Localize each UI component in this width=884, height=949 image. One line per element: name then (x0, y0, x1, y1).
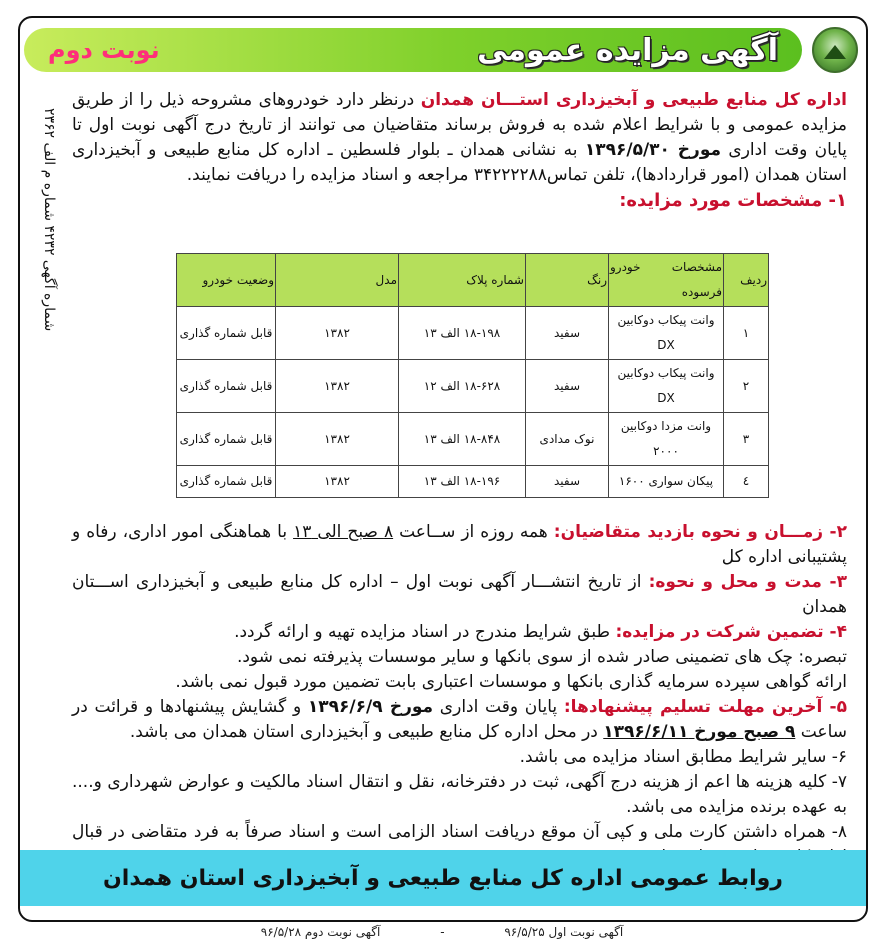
org-name: اداره کل منابع طبیعی و آبخیزداری استـــان همدان (420, 90, 847, 110)
intro-text-2: به نشانی همدان ـ بلوار فلسطین ـ اداره کل منابع طبیعی و آبخیزداری استان همدان (امور قراردادها)، تلفن تماس۳۴۲۲۲۲۸۸ مراجعه و اسناد مزایده را دریافت نمایند. (72, 140, 847, 185)
cell-color: نوک مدادی (526, 413, 609, 466)
cell-row-number: ۲ (724, 360, 769, 413)
section5-text-3: در محل اداره کل منابع طبیعی و آبخیزداری استان همدان می باشد. (129, 722, 604, 742)
table-header-row (177, 254, 769, 307)
cell-status: قابل شماره گذاری (177, 466, 276, 498)
cell-plate: ۱۸-۶۲۸ الف ۱۲ (399, 360, 526, 413)
section1-title: ۱- مشخصات مورد مزایده: (619, 190, 847, 211)
cell-plate: ۱۸-۸۴۸ الف ۱۳ (399, 413, 526, 466)
header-status: وضعیت خودرو (177, 254, 276, 307)
section3-head: ۳- مدت و محل و نحوه: (648, 572, 847, 592)
opening-date: ۹ صبح مورخ ۱۳۹۶/۶/۱۱ (603, 722, 796, 742)
title-banner (24, 28, 802, 72)
cell-model: ۱۳۸۲ (276, 466, 399, 498)
section4-note-2: ارائه گواهی سپرده سرمایه گذاری بانکها و موسسات اعتباری بابت تضمین مورد قبول نمی باشد. (175, 672, 847, 692)
header-vehicle-spec: مشخصات خودرو فرسوده (609, 254, 724, 307)
publication-dates (0, 925, 884, 939)
section2-head: ۲- زمـــان و نحوه بازدید متقاضیان: (553, 522, 847, 542)
visit-hours: ۸ صبح الی ۱۳ (293, 522, 394, 542)
section4-note-1: تبصره: چک های تضمینی صادر شده از سوی بانکها و سایر موسسات پذیرفته نمی شود. (236, 647, 847, 667)
cell-vehicle-spec: وانت مزدا دوکابین ۲۰۰۰ (609, 413, 724, 466)
intro-paragraph (72, 88, 847, 188)
notice-title: آگهی مزایده عمومی (477, 32, 778, 68)
cell-color: سفید (526, 360, 609, 413)
notice-frame (18, 16, 868, 922)
vehicle-table-wrap (176, 253, 769, 498)
section5-text-2: و گشایش پیشنهادها و قرائت در ساعت (72, 697, 847, 742)
header-plate: شماره پلاک (399, 254, 526, 307)
section2-paragraph (72, 520, 847, 570)
cell-plate: ۱۸-۱۹۶ الف ۱۳ (399, 466, 526, 498)
table-row (177, 413, 769, 466)
cell-model: ۱۳۸۲ (276, 307, 399, 360)
cell-vehicle-spec: پیکان سواری ۱۶۰۰ (609, 466, 724, 498)
item-6: ۶- سایر شرایط مطابق اسناد مزایده می باشد. (519, 747, 847, 767)
second-publication: آگهی نوبت دوم ۹۶/۵/۲۸ (260, 925, 381, 939)
section5-paragraph (72, 695, 847, 745)
section4-paragraph (72, 620, 847, 645)
vehicle-table (176, 253, 769, 498)
header-model: مدل (276, 254, 399, 307)
cell-vehicle-spec: وانت پیکاب دوکابین DX (609, 360, 724, 413)
submission-deadline: مورخ ۱۳۹۶/۶/۹ (307, 697, 434, 717)
section3-text: از تاریخ انتشـــار آگهی نوبت اول – اداره کل منابع طبیعی و آبخیزداری اســـتان همدان (72, 572, 847, 617)
cell-model: ۱۳۸۲ (276, 413, 399, 466)
side-reference (41, 108, 68, 438)
dates-separator: - (440, 925, 445, 939)
section4-text: طبق شرایط مندرج در اسناد مزایده تهیه و ارائه گردد. (234, 622, 616, 642)
section2-text-2: با هماهنگی امور اداری، رفاه و پشتیبانی اداره کل (72, 522, 847, 567)
deadline-date: مورخ ۱۳۹۶/۵/۳۰ (584, 140, 722, 160)
header-color: رنگ (526, 254, 609, 307)
section2-text-1: همه روزه از ســاعت (393, 522, 554, 542)
cell-color: سفید (526, 466, 609, 498)
cell-status: قابل شماره گذاری (177, 413, 276, 466)
first-publication: آگهی نوبت اول ۹۶/۵/۲۵ (504, 925, 624, 939)
cell-model: ۱۳۸۲ (276, 360, 399, 413)
section3-paragraph (72, 570, 847, 620)
footer-banner (20, 850, 866, 906)
cell-row-number: ۳ (724, 413, 769, 466)
item-7: ۷- کلیه هزینه ها اعم از هزینه درج آگهی، ثبت در دفترخانه، نقل و انتقال اسناد مالکیت و عوارض شهرداری و.... به عهده برنده مزایده می باشد. (72, 772, 847, 817)
section5-text-1: پایان وقت اداری (433, 697, 564, 717)
cell-vehicle-spec: وانت پیکاب دوکابین DX (609, 307, 724, 360)
notice-body (72, 88, 847, 870)
cell-status: قابل شماره گذاری (177, 307, 276, 360)
cell-row-number: ٤ (724, 466, 769, 498)
table-row (177, 360, 769, 413)
item-8: ۸- همراه داشتن کارت ملی و کپی آن موقع دریافت اسناد الزامی است و اسناد صرفاً به فرد متقاضی در قبال (72, 822, 847, 842)
table-row (177, 466, 769, 498)
table-row (177, 307, 769, 360)
cell-row-number: ۱ (724, 307, 769, 360)
cell-status: قابل شماره گذاری (177, 360, 276, 413)
section4-head: ۴- تضمین شرکت در مزایده: (615, 622, 847, 642)
org-logo (812, 27, 858, 73)
header-row-number: ردیف (724, 254, 769, 307)
intro-text-1: درنظر دارد خودروهای مشروحه ذیل را از طریق مزایده عمومی و با شرایط اعلام شده به فروش برساند متقاضیان می توانند از تاریخ درج آگهی نوبت اول تا پایان وقت اداری (72, 90, 847, 160)
side-reference-text: شماره آگهی ۴۲۳۲ شماره م الف ۲۳۶۲ (41, 108, 57, 332)
turn-label: نوبت دوم (48, 36, 160, 64)
section5-head: ۵- آخرین مهلت تسلیم پیشنهادها: (563, 697, 848, 717)
cell-plate: ۱۸-۱۹۸ الف ۱۳ (399, 307, 526, 360)
footer-org: روابط عمومی اداره کل منابع طبیعی و آبخیزداری استان همدان (103, 865, 783, 891)
cell-color: سفید (526, 307, 609, 360)
header (20, 18, 866, 82)
